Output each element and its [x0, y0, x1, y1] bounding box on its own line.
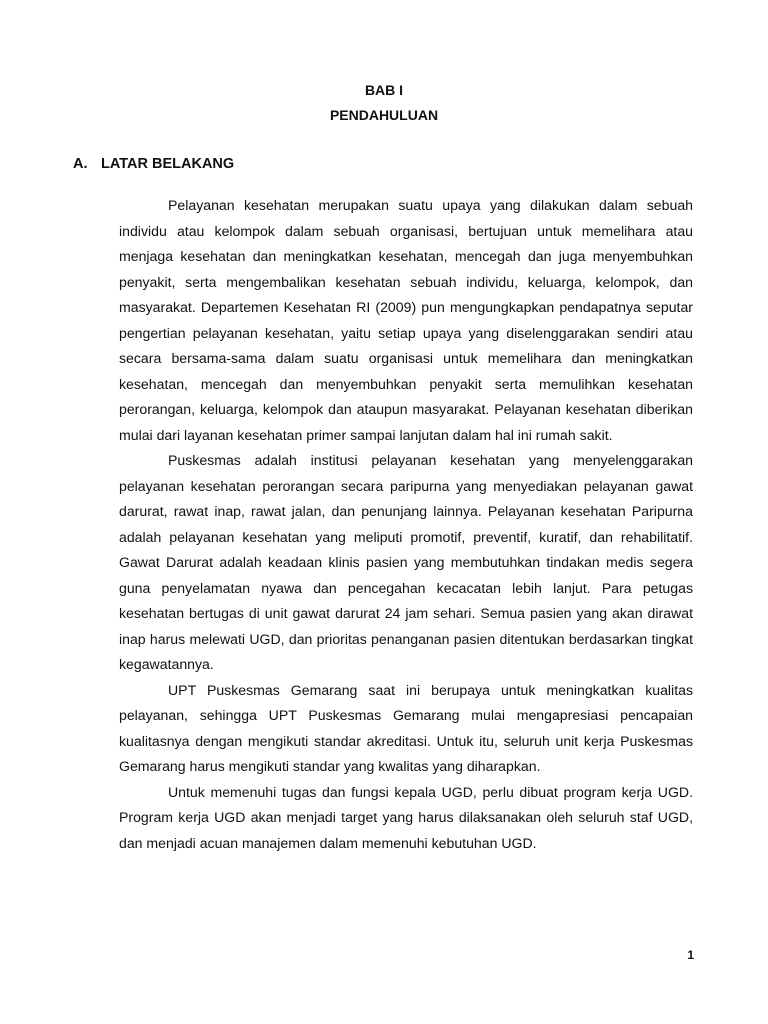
paragraph-4: Untuk memenuhi tugas dan fungsi kepala UGD, perlu dibuat program kerja UGD. Program kerja UGD akan menjadi target yang harus dilaksanakan oleh seluruh staf UGD, dan menjadi acuan manajemen dalam memenuhi kebutuhan UGD. — [119, 783, 693, 851]
section-heading — [73, 154, 234, 174]
chapter-title: PENDAHULUAN — [329, 107, 439, 123]
section-title: LATAR BELAKANG — [101, 156, 235, 172]
section-letter: A. — [73, 156, 88, 172]
paragraph-1: Pelayanan kesehatan merupakan suatu upaya yang dilakukan dalam sebuah individu atau kelompok dalam sebuah organisasi, bertujuan untuk memelihara atau menjaga kesehatan dan meningkatkan kesehatan, mencegah dan juga menyembuhkan penyakit, serta mengembalikan kesehatan sebuah individu, keluarga, kelompok, dan masyarakat. Departemen Kesehatan RI (2009) pun mengungkapkan pendapatnya seputar pengertian pelayanan kesehatan, yaitu setiap upaya yang diselenggarakan sendiri atau secara bersama-sama dalam suatu organisasi untuk memelihara dan meningkatkan kesehatan, mencegah dan menyembuhkan penyakit serta memulihkan kesehatan perorangan, keluarga, kelompok dan ataupun masyarakat. Pelayanan kesehatan diberikan mulai dari layanan kesehatan primer sampai lanjutan dalam hal ini rumah sakit. — [119, 197, 693, 443]
chapter-label: BAB I — [364, 82, 404, 98]
body-text — [119, 193, 693, 856]
paragraph-2: Puskesmas adalah institusi pelayanan kesehatan yang menyelenggarakan pelayanan kesehatan perorangan secara paripurna yang menyediakan pelayanan gawat darurat, rawat inap, rawat jalan, dan penunjang lainnya. Pelayanan kesehatan Paripurna adalah pelayanan kesehatan yang meliputi promotif, preventif, kuratif, dan rehabilitatif. Gawat Darurat adalah keadaan klinis pasien yang membutuhkan tindakan medis segera guna penyelamatan nyawa dan pencegahan kecacatan lebih lanjut. Para petugas kesehatan bertugas di unit gawat darurat 24 jam sehari. Semua pasien yang akan dirawat inap harus melewati UGD, dan prioritas penanganan pasien ditentukan berdasarkan tingkat kegawatannya. — [119, 452, 693, 672]
paragraph-3: UPT Puskesmas Gemarang saat ini berupaya untuk meningkatkan kualitas pelayanan, sehingga UPT Puskesmas Gemarang mulai mengapresiasi pencapaian kualitasnya dengan mengikuti standar akreditasi. Untuk itu, seluruh unit kerja Puskesmas Gemarang harus mengikuti standar yang kwalitas yang diharapkan. — [119, 681, 693, 774]
page-number: 1 — [687, 948, 694, 962]
